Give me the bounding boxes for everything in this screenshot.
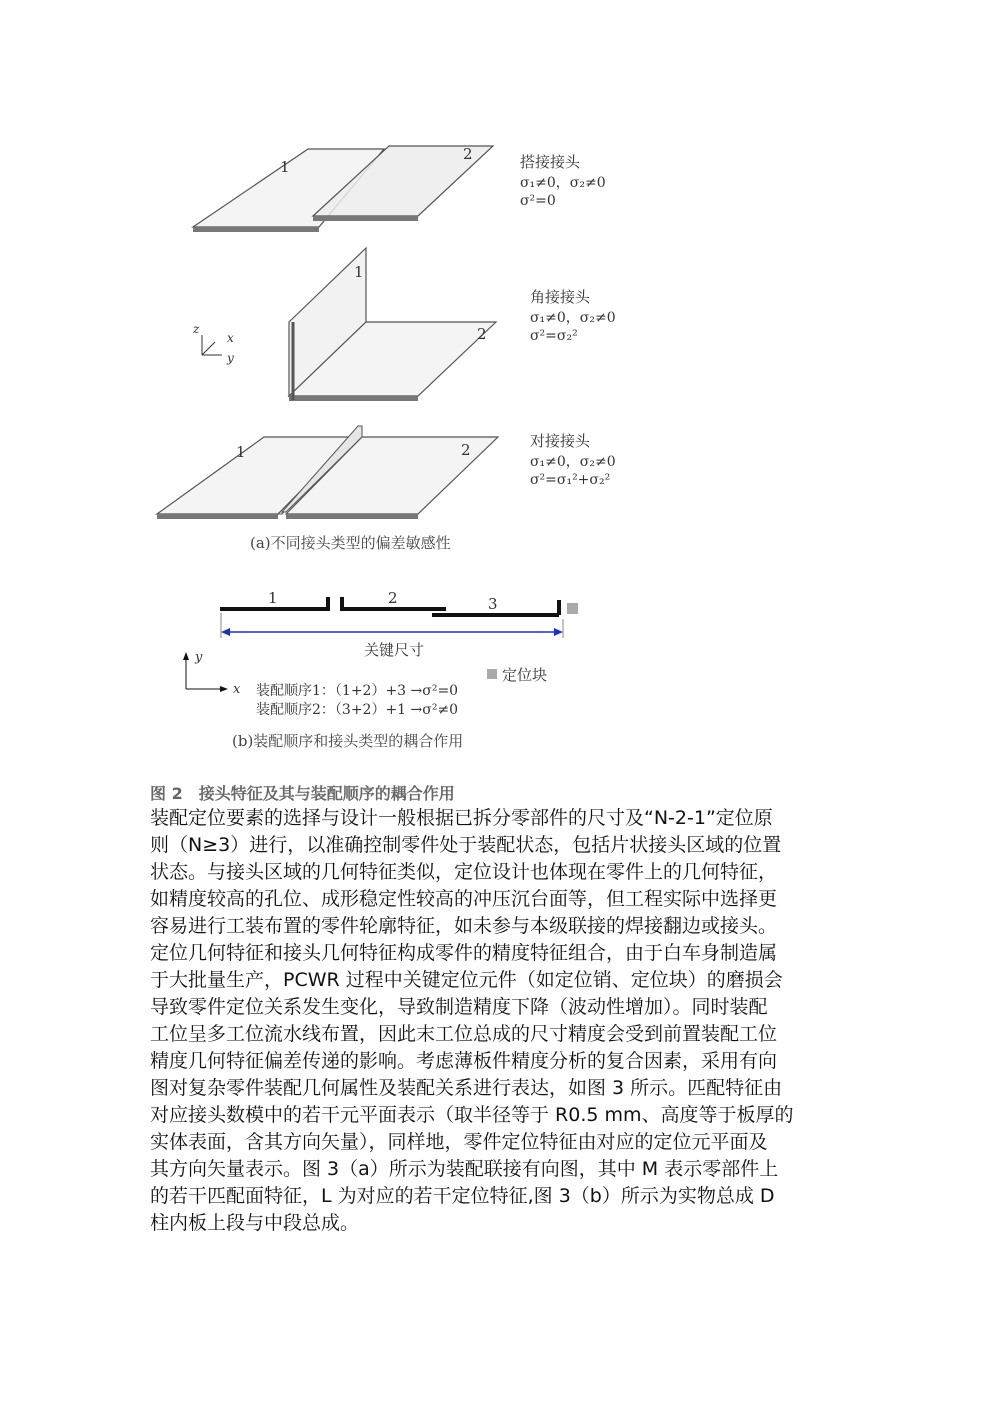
body-line: 则（N≥3）进行，以准确控制零件处于装配状态，包括片状接头区域的位置 — [150, 834, 782, 856]
body-line: 装配定位要素的选择与设计一般根据已拆分零部件的尺寸及“N-2-1”定位原 — [150, 807, 773, 829]
seq-part2-label: 2 — [388, 589, 398, 607]
lap-joint-formula1: σ₁≠0，σ₂≠0 — [520, 175, 606, 191]
butt-joint-formula1: σ₁≠0，σ₂≠0 — [530, 454, 616, 470]
body-line: 如精度较高的孔位、成形稳定性较高的冲压沉台面等，但工程实际中选择更 — [150, 888, 778, 910]
corner-joint-name: 角接接头 — [530, 288, 591, 306]
body-line: 导致零件定位关系发生变化，导致制造精度下降（波动性增加）。同时装配 — [150, 996, 768, 1018]
axis-x-label: x — [227, 331, 234, 345]
lap-part1-label: 1 — [280, 158, 290, 176]
body-line: 对应接头数模中的若干元平面表示（取半径等于 R0.5 mm、高度等于板厚的 — [150, 1104, 794, 1126]
body-line: 状态。与接头区域的几何特征类似，定位设计也体现在零件上的几何特征， — [150, 861, 778, 883]
lap-joint-name: 搭接接头 — [520, 153, 581, 171]
axis-y-label: y — [227, 351, 234, 365]
figure-caption-number: 图 2 — [150, 784, 183, 803]
body-line: 定位几何特征和接头几何特征构成零件的精度特征组合，由于白车身制造属 — [150, 942, 778, 964]
seq-part1-label: 1 — [268, 589, 278, 607]
body-line: 精度几何特征偏差传递的影响。考虑薄板件精度分析的复合因素，采用有向 — [150, 1050, 778, 1072]
lap-joint-diagram — [193, 145, 606, 232]
butt-part2-label: 2 — [461, 441, 471, 459]
assembly-sequence-2: 装配顺序2：（3+2）+1 →σ²≠0 — [256, 702, 459, 718]
butt-part1-label: 1 — [236, 443, 246, 461]
locator-legend-swatch — [487, 669, 497, 679]
corner-part2-label: 2 — [477, 325, 487, 343]
figure-caption-text: 接头特征及其与装配顺序的耦合作用 — [198, 784, 455, 803]
body-line: 图对复杂零件装配几何属性及装配关系进行表达，如图 3 所示。匹配特征由 — [150, 1077, 783, 1099]
butt-joint-diagram — [157, 426, 616, 519]
axis-z-label: z — [193, 322, 200, 336]
body-line: 的若干匹配面特征，L 为对应的若干定位特征,图 3（b）所示为实物总成 D — [150, 1185, 775, 1207]
butt-joint-formula2: σ²=σ₁²+σ₂² — [530, 472, 611, 488]
locator-block — [567, 603, 578, 614]
figure-caption — [150, 781, 455, 804]
body-line: 容易进行工装布置的零件轮廓特征，如未参与本级联接的焊接翻边或接头。 — [150, 915, 778, 937]
panel-a-subcaption: (a)不同接头类型的偏差敏感性 — [250, 534, 451, 552]
axes-triad — [192, 322, 234, 365]
body-line: 工位呈多工位流水线布置，因此末工位总成的尺寸精度会受到前置装配工位 — [150, 1023, 778, 1045]
body-paragraph — [150, 805, 850, 1237]
lap-part2-label: 2 — [463, 145, 473, 163]
seq-part3-label: 3 — [488, 595, 498, 613]
body-line: 于大批量生产，PCWR 过程中关键定位元件（如定位销、定位块）的磨损会 — [150, 969, 783, 991]
seq-axis-x-label: x — [233, 682, 241, 697]
key-dimension-label: 关键尺寸 — [364, 641, 425, 659]
assembly-sequence-1: 装配顺序1：（1+2）+3 →σ²=0 — [256, 683, 459, 699]
lap-joint-formula2: σ²=0 — [520, 193, 556, 209]
butt-joint-name: 对接接头 — [530, 432, 591, 450]
panel-b-subcaption: (b)装配顺序和接头类型的耦合作用 — [232, 732, 464, 750]
corner-part1-label: 1 — [354, 263, 364, 281]
locator-legend-label: 定位块 — [502, 666, 548, 684]
corner-joint-formula1: σ₁≠0，σ₂≠0 — [530, 310, 616, 326]
assembly-sequence-diagram — [183, 589, 578, 718]
body-line: 其方向矢量表示。图 3（a）所示为装配联接有向图，其中 M 表示零部件上 — [150, 1158, 779, 1180]
body-line: 实体表面，含其方向矢量），同样地，零件定位特征由对应的定位元平面及 — [150, 1131, 768, 1153]
corner-joint-formula2: σ²=σ₂² — [530, 328, 578, 344]
seq-axis-y-label: y — [195, 650, 203, 665]
corner-joint-diagram — [289, 248, 616, 401]
body-line: 柱内板上段与中段总成。 — [150, 1212, 360, 1234]
